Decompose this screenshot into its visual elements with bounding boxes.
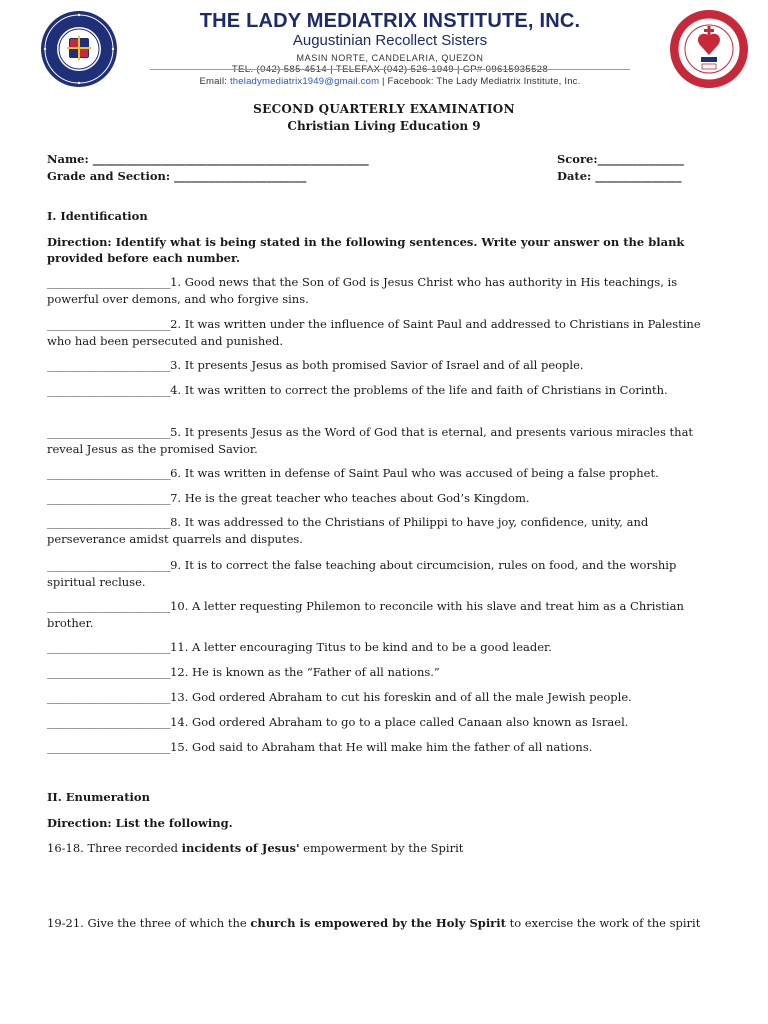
header-divider — [150, 69, 630, 70]
question-item — [47, 739, 727, 756]
institution-name: THE LADY MEDIATRIX INSTITUTE, INC. — [199, 10, 581, 32]
question-text: 14. God ordered Abraham to go to a place called Canaan also known as Israel. — [170, 715, 629, 729]
exam-title: SECOND QUARTERLY EXAMINATION — [253, 102, 515, 116]
question-text: 15. God said to Abraham that He will make him the father of all nations. — [170, 740, 593, 754]
question-text: 8. It was addressed to the Christians of Philippi to have joy, confidence, unity, and perseverance amidst quarrels and disputes. — [47, 515, 649, 546]
exam-subject: Christian Living Education 9 — [287, 119, 481, 133]
institution-info — [140, 10, 640, 88]
letterhead — [0, 0, 768, 92]
institution-address: MASIN NORTE, CANDELARIA, QUEZON — [296, 53, 484, 63]
question-item — [47, 274, 727, 307]
answer-blank[interactable]: _______________________ — [47, 491, 171, 505]
institution-email-line — [140, 76, 640, 88]
email-label: Email: — [199, 76, 230, 87]
question-text: 5. It presents Jesus as the Word of God that is eternal, and presents various miracles that reveal Jesus as the promised Savior. — [47, 425, 694, 456]
institution-subtitle: Augustinian Recollect Sisters — [292, 32, 488, 49]
question-text: 4. It was written to correct the problems of the life and faith of Christians in Corinth. — [170, 383, 668, 397]
answer-blank[interactable]: _______________________ — [47, 558, 171, 572]
answer-blank[interactable]: _______________________ — [47, 599, 171, 613]
score-field[interactable]: Score:_______________ — [557, 152, 684, 166]
answer-blank[interactable]: _______________________ — [47, 640, 171, 654]
question-item — [47, 382, 727, 399]
answer-blank[interactable]: _______________________ — [47, 275, 171, 289]
question-text: 19-21. Give the three of which the — [47, 916, 251, 930]
question-text: to exercise the work of the spirit — [505, 916, 701, 930]
question-text: 6. It was written in defense of Saint Paul who was accused of being a false prophet. — [170, 466, 659, 480]
question-text: 2. It was written under the influence of Saint Paul and addressed to Christians in Palestine who had been persecuted and punished. — [47, 317, 701, 348]
answer-blank[interactable]: _______________________ — [47, 383, 171, 397]
question-item — [47, 424, 727, 457]
congregation-seal-logo — [670, 10, 748, 88]
question-item — [47, 689, 727, 706]
facebook-text: | Facebook: The Lady Mediatrix Institute, Inc. — [379, 76, 581, 87]
answer-blank[interactable]: _______________________ — [47, 690, 171, 704]
grade-section-field[interactable]: Grade and Section: _______________________ — [47, 169, 307, 183]
question-emphasis: incidents of Jesus' — [181, 841, 300, 855]
answer-blank[interactable]: _______________________ — [47, 515, 171, 529]
question-text: 9. It is to correct the false teaching about circumcision, rules on food, and the worship spiritual recluse. — [47, 558, 677, 589]
answer-blank[interactable]: _______________________ — [47, 740, 171, 754]
answer-blank[interactable]: _______________________ — [47, 317, 171, 331]
enumeration-question-16-18 — [47, 839, 727, 857]
question-emphasis: church is empowered by the Holy Spirit — [250, 916, 506, 930]
question-item — [47, 598, 727, 631]
question-item — [47, 664, 727, 681]
question-text: 11. A letter encouraging Titus to be kind and to be a good leader. — [170, 640, 552, 654]
question-item — [47, 714, 727, 731]
question-item — [47, 490, 727, 507]
school-seal-logo — [40, 10, 118, 88]
section-identification-heading: I. Identification — [47, 209, 148, 223]
institution-contacts: TEL. (042) 585-4514 | TELEFAX (042) 526-1949 | CP# 09615935528 — [231, 64, 549, 75]
question-text: 16-18. Three recorded — [47, 841, 182, 855]
question-text: 7. He is the great teacher who teaches about God’s Kingdom. — [170, 491, 530, 505]
question-text: 13. God ordered Abraham to cut his foreskin and of all the male Jewish people. — [170, 690, 632, 704]
answer-blank[interactable]: _______________________ — [47, 715, 171, 729]
section-enumeration-heading: II. Enumeration — [47, 790, 150, 804]
answer-blank[interactable]: _______________________ — [47, 466, 171, 480]
question-item — [47, 514, 727, 547]
question-item — [47, 357, 727, 374]
question-text: 10. A letter requesting Philemon to reconcile with his slave and treat him as a Christian brother. — [47, 599, 684, 630]
answer-blank[interactable]: _______________________ — [47, 358, 171, 372]
enumeration-direction: Direction: List the following. — [47, 816, 233, 830]
answer-blank[interactable]: _______________________ — [47, 425, 171, 439]
question-item — [47, 316, 727, 349]
question-text: 12. He is known as the “Father of all nations.” — [170, 665, 440, 679]
question-text: 1. Good news that the Son of God is Jesus Christ who has authority in His teachings, is powerful over demons, and who forgive sins. — [47, 275, 678, 306]
answer-blank[interactable]: _______________________ — [47, 665, 171, 679]
identification-direction: Direction: Identify what is being stated in the following sentences. Write your answer on the blank provided before each number. — [47, 235, 685, 265]
name-field[interactable]: Name: ________________________________________________ — [47, 152, 369, 166]
question-text: empowerment by the Spirit — [299, 841, 464, 855]
email-link[interactable]: theladymediatrix1949@gmail.com — [229, 76, 380, 87]
question-item — [47, 465, 727, 482]
question-text: 3. It presents Jesus as both promised Savior of Israel and of all people. — [170, 358, 584, 372]
enumeration-question-19-21 — [47, 914, 727, 932]
question-item — [47, 639, 727, 656]
question-item — [47, 557, 727, 590]
date-field[interactable]: Date: _______________ — [557, 169, 682, 183]
